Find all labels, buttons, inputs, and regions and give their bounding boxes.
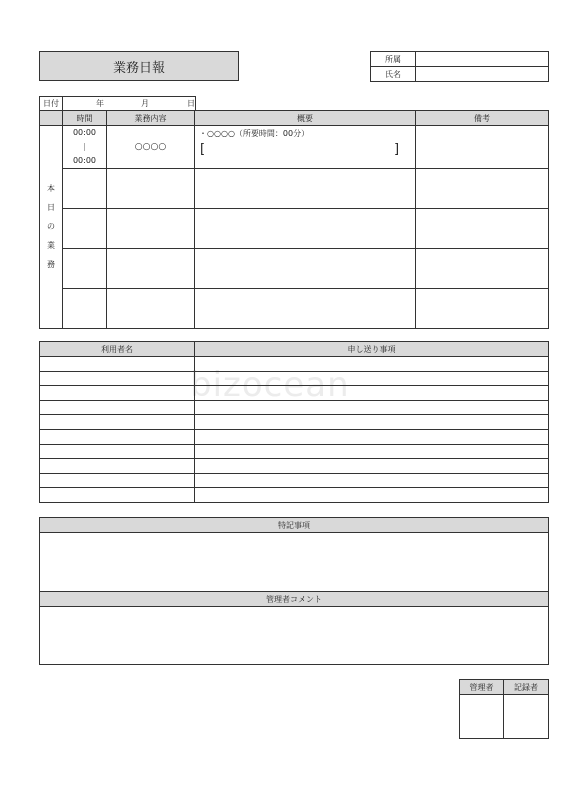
user-name-cell[interactable] xyxy=(40,386,195,401)
manager-stamp-field[interactable] xyxy=(460,695,504,739)
user-name-cell[interactable] xyxy=(40,371,195,386)
user-name-cell[interactable] xyxy=(40,444,195,459)
remarks-cell[interactable] xyxy=(416,126,549,169)
date-label: 日付 xyxy=(40,97,63,111)
stamp-table xyxy=(459,679,549,739)
user-name-cell[interactable] xyxy=(40,429,195,444)
user-name-cell[interactable] xyxy=(40,415,195,430)
special-notes-field[interactable] xyxy=(40,533,549,592)
summary-cell[interactable] xyxy=(195,126,416,169)
name-field[interactable] xyxy=(416,67,549,82)
header-remarks: 備考 xyxy=(416,111,549,126)
date-field[interactable] xyxy=(63,97,196,111)
special-notes-header: 特記事項 xyxy=(40,518,549,533)
content-cell[interactable] xyxy=(107,249,195,289)
time-cell[interactable] xyxy=(63,289,107,329)
handover-cell[interactable] xyxy=(195,386,549,401)
remarks-cell[interactable] xyxy=(416,209,549,249)
user-name-cell[interactable] xyxy=(40,473,195,488)
handover-cell[interactable] xyxy=(195,459,549,474)
affiliation-table xyxy=(370,51,549,82)
remarks-cell[interactable] xyxy=(416,289,549,329)
handover-cell[interactable] xyxy=(195,488,549,503)
user-name-cell[interactable] xyxy=(40,400,195,415)
time-cell[interactable] xyxy=(63,126,107,169)
date-row xyxy=(39,96,196,111)
handover-cell[interactable] xyxy=(195,400,549,415)
remarks-cell[interactable] xyxy=(416,249,549,289)
user-name-cell[interactable] xyxy=(40,357,195,372)
name-label: 氏名 xyxy=(371,67,416,82)
watermark: bizocean xyxy=(190,365,350,405)
handover-cell[interactable] xyxy=(195,357,549,372)
time-cell[interactable] xyxy=(63,249,107,289)
affiliation-label: 所属 xyxy=(371,52,416,67)
time-cell[interactable] xyxy=(63,169,107,209)
remarks-cell[interactable] xyxy=(416,169,549,209)
user-name-cell[interactable] xyxy=(40,488,195,503)
manager-comment-field[interactable] xyxy=(40,607,549,665)
content-cell[interactable] xyxy=(107,289,195,329)
bracket-open: [ xyxy=(200,142,206,157)
affiliation-field[interactable] xyxy=(416,52,549,67)
todays-work-label: 本 日 の 業 務 xyxy=(40,126,63,329)
time-cell[interactable] xyxy=(63,209,107,249)
recorder-stamp-label: 記録者 xyxy=(504,680,549,695)
summary-cell[interactable] xyxy=(195,169,416,209)
header-blank xyxy=(40,111,63,126)
content-cell[interactable] xyxy=(107,169,195,209)
header-handover: 申し送り事項 xyxy=(195,342,549,357)
summary-cell[interactable] xyxy=(195,209,416,249)
time-end: 00:00 xyxy=(72,156,97,165)
header-user-name: 利用者名 xyxy=(40,342,195,357)
content-cell[interactable] xyxy=(107,209,195,249)
header-time: 時間 xyxy=(63,111,107,126)
summary-cell[interactable] xyxy=(195,289,416,329)
recorder-stamp-field[interactable] xyxy=(504,695,549,739)
day-label: 日 xyxy=(187,99,195,108)
page-title: 業務日報 xyxy=(39,51,239,81)
summary-line: ・○○○○（所要時間：00分） xyxy=(199,129,310,138)
time-start: 00:00 xyxy=(72,128,97,137)
notes-table xyxy=(39,517,549,665)
header-content: 業務内容 xyxy=(107,111,195,126)
year-label: 年 xyxy=(96,99,104,108)
handover-cell[interactable] xyxy=(195,473,549,488)
header-summary: 概要 xyxy=(195,111,416,126)
time-separator: | xyxy=(83,142,86,151)
bracket-close: ] xyxy=(394,142,400,157)
work-table xyxy=(39,110,549,329)
summary-cell[interactable] xyxy=(195,249,416,289)
month-label: 月 xyxy=(141,99,149,108)
manager-stamp-label: 管理者 xyxy=(460,680,504,695)
handover-cell[interactable] xyxy=(195,371,549,386)
handover-cell[interactable] xyxy=(195,415,549,430)
content-cell[interactable]: ○○○○ xyxy=(107,126,195,169)
handover-table xyxy=(39,341,549,503)
user-name-cell[interactable] xyxy=(40,459,195,474)
handover-cell[interactable] xyxy=(195,429,549,444)
manager-comment-header: 管理者コメント xyxy=(40,592,549,607)
handover-cell[interactable] xyxy=(195,444,549,459)
